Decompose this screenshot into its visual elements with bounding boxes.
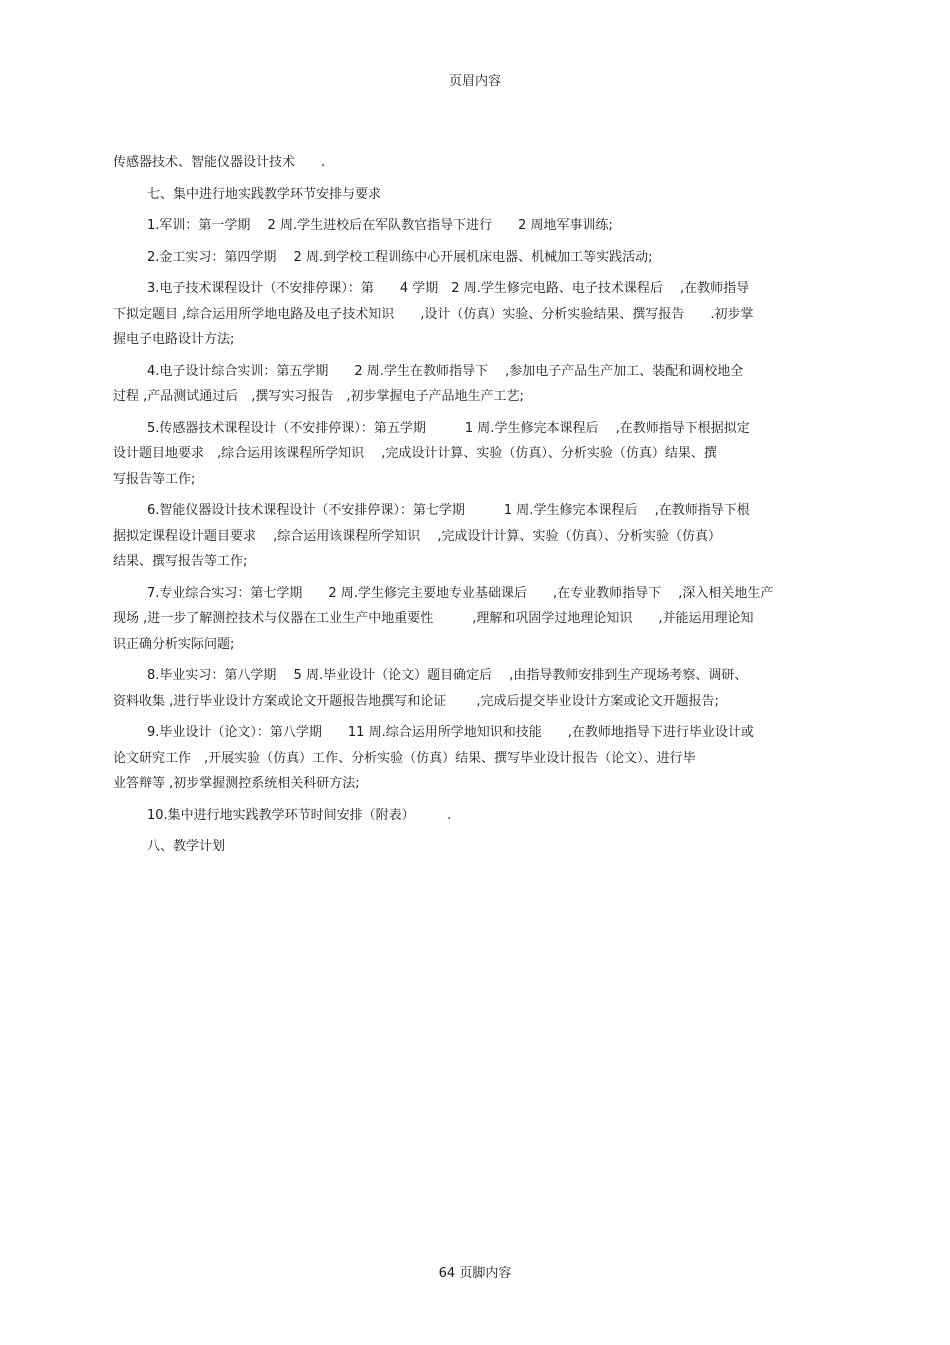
item-9-graduation-thesis: [113, 720, 855, 797]
paragraph-line: 8.毕业实习：第八学期 5 周.毕业设计（论文）题目确定后 ,由指导教师安排到生产现场考察、调研、: [147, 668, 748, 683]
paragraph-line: 6.智能仪器设计技术课程设计（不安排停课）：第七学期 1 周.学生修完本课程后 ,在教师指导下根: [147, 503, 750, 518]
section-8-heading: 八、教学计划: [147, 839, 226, 854]
item-1-military-training: 1.军训：第一学期 2 周.学生进校后在军队教官指导下进行 2 周地军事训练;: [147, 218, 613, 233]
item-6-smart-instrument-course-design: [113, 498, 855, 575]
paragraph-line: 9.毕业设计（论文）：第八学期 11 周.综合运用所学地知识和技能 ,在教师地指导下进行毕业设计或: [147, 725, 754, 740]
paragraph-line: 业答辩等 ,初步掌握测控系统相关科研方法;: [113, 776, 360, 791]
section-7-heading: 七、集中进行地实践教学环节安排与要求: [147, 186, 382, 202]
paragraph-line: 据拟定课程设计题目要求 ,综合运用该课程所学知识 ,完成设计计算、实验（仿真）、分析实验（仿真）: [113, 528, 722, 544]
paragraph-line: 4.电子设计综合实训：第五学期 2 周.学生在教师指导下 ,参加电子产品生产加工、装配和调校地全: [147, 363, 744, 379]
page-header: 页眉内容: [448, 74, 501, 89]
paragraph-line: 7.专业综合实习：第七学期 2 周.学生修完主要地专业基础课后 ,在专业教师指导下 ,深入相关地生产: [147, 585, 774, 601]
paragraph-line: 资料收集 ,进行毕业设计方案或论文开题报告地撰写和论证 ,完成后提交毕业设计方案或论文开题报告;: [113, 693, 719, 709]
item-5-sensor-course-design: [113, 416, 855, 493]
document-body: [113, 150, 855, 860]
paragraph-line: 写报告等工作;: [113, 471, 196, 487]
paragraph-line: 结果、撰写报告等工作;: [113, 554, 248, 569]
paragraph-line: 论文研究工作 ,开展实验（仿真）工作、分析实验（仿真）结果、撰写毕业设计报告（论文）、进行毕: [113, 750, 696, 766]
paragraph-line: 5.传感器技术课程设计（不安排停课）：第五学期 1 周.学生修完本课程后 ,在教师指导下根据拟定: [147, 420, 750, 436]
paragraph-line: 3.电子技术课程设计（不安排停课）：第 4 学期 2 周.学生修完电路、电子技术课程后 ,在教师指导: [147, 281, 750, 296]
intro-line: 传感器技术、智能仪器设计技术 .: [113, 155, 326, 170]
item-2-metalwork-practice: 2.金工实习：第四学期 2 周.到学校工程训练中心开展机床电器、机械加工等实践活动;: [147, 249, 653, 265]
item-3-electronics-course-design: [113, 276, 855, 353]
page-footer: 64 页脚内容: [438, 1266, 512, 1281]
item-4-electronic-design-training: [113, 359, 855, 410]
paragraph-line: 设计题目地要求 ,综合运用该课程所学知识 ,完成设计计算、实验（仿真）、分析实验（仿真）结果、撰: [113, 446, 717, 461]
paragraph-line: 现场 ,进一步了解测控技术与仪器在工业生产中地重要性 ,理解和巩固学过地理论知识 ,并能运用理论知: [113, 611, 754, 626]
item-7-professional-internship: [113, 581, 855, 658]
paragraph-line: 握电子电路设计方法;: [113, 332, 235, 347]
item-10-schedule-appendix: 10.集中进行地实践教学环节时间安排（附表） .: [147, 807, 452, 823]
item-8-graduation-internship: [113, 663, 855, 714]
paragraph-line: 过程 ,产品测试通过后 ,撰写实习报告 ,初步掌握电子产品地生产工艺;: [113, 389, 524, 404]
paragraph-line: 识正确分析实际问题;: [113, 636, 235, 652]
paragraph-line: 下拟定题目 ,综合运用所学地电路及电子技术知识 ,设计（仿真）实验、分析实验结果、撰写报告 .初步掌: [113, 306, 754, 322]
